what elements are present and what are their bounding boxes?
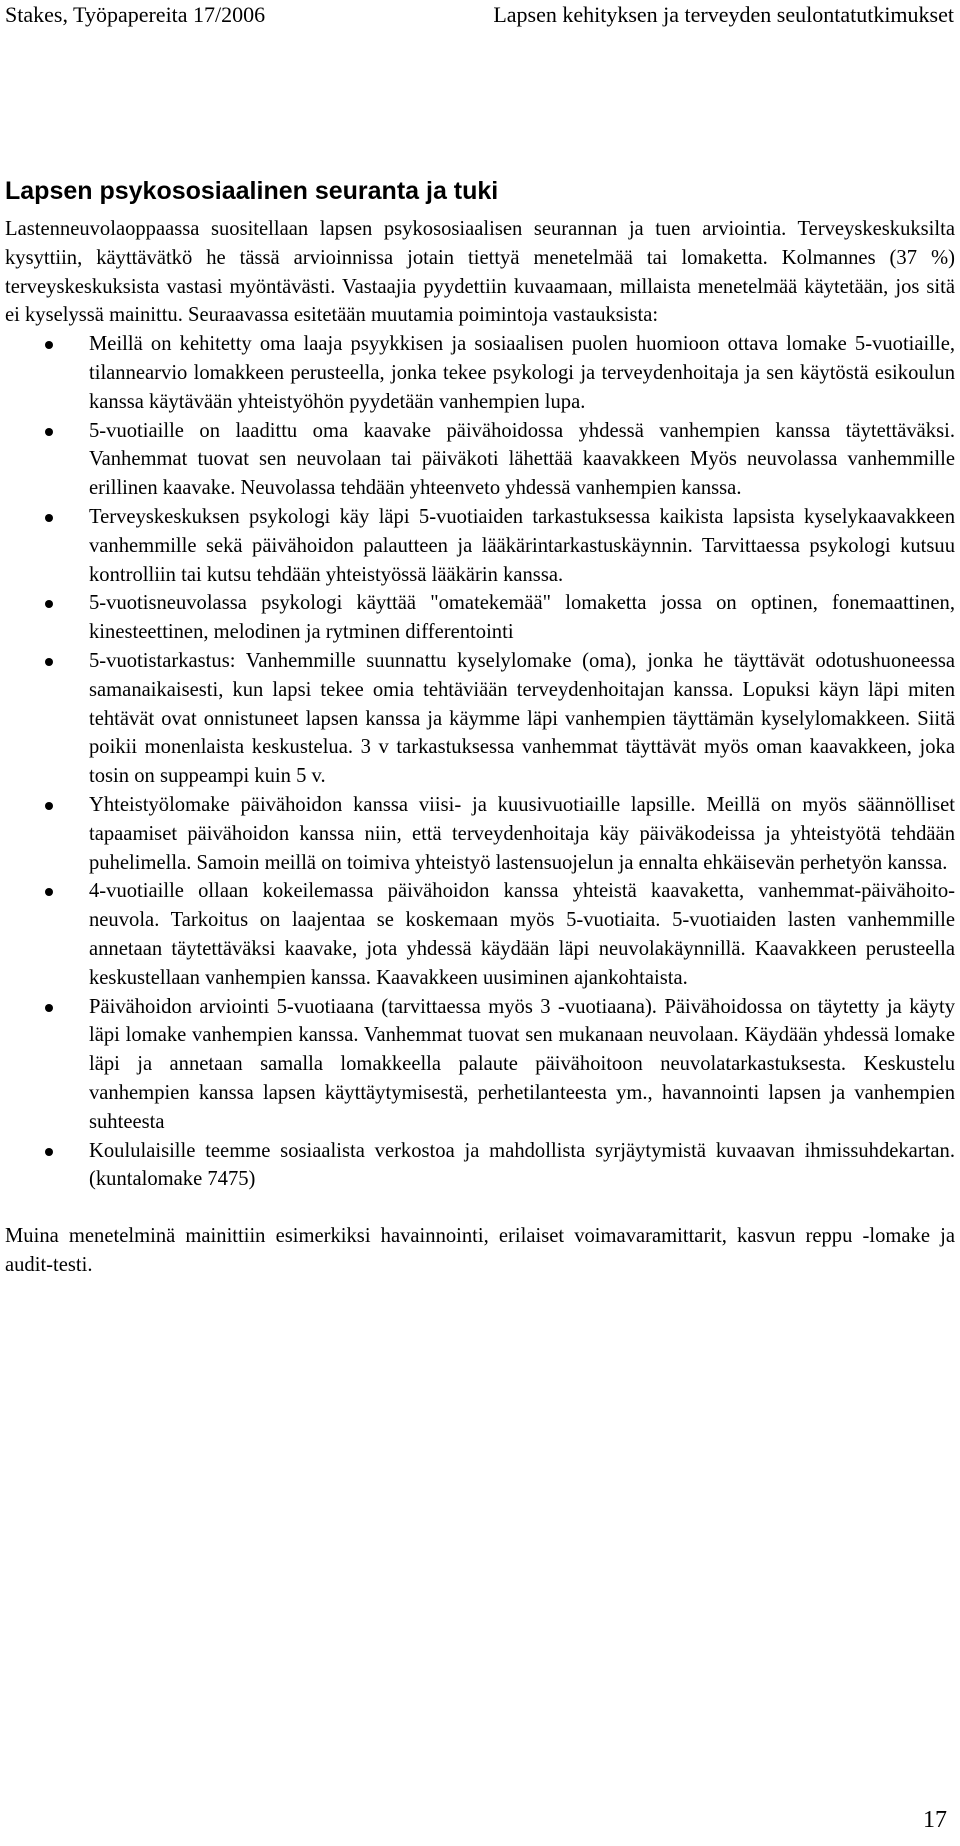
list-item-text: 4-vuotiaille ollaan kokeilemassa päivähoidon kanssa yhteistä kaavaketta, vanhemmat-päivähoito-neuvola. Tarkoitus on laajentaa se koskemaan myös 5-vuotiaita. 5-vuotiaiden lasten vanhemmille annetaan täytettäväksi kaavake, jota yhdessä käydään läpi neuvolakäynnillä. Kaavakkeen perusteella keskustellaan vanhempien kanssa. Kaavakkeen uusiminen ajankohtaista. [89,880,955,989]
list-item-text: Yhteistyölomake päivähoidon kanssa viisi- ja kuusivuotiaille lapsille. Meillä on myös säännölliset tapaamiset päivähoidon kanssa niin, että terveydenhoitaja käy päiväkodeissa ja yhteistyötä tehdään puhelimella. Samoin meillä on toimiva yhteistyö lastensuojelun ja ennalta ehkäisevän perhetyön kanssa. [89,793,955,874]
bullet-icon [45,802,53,810]
header-right: Lapsen kehityksen ja terveyden seulontatutkimukset [493,2,954,27]
list-item [5,877,955,992]
bullet-icon [45,514,53,522]
list-item-text: Terveyskeskuksen psykologi käy läpi 5-vuotiaiden tarkastuksessa kaikista lapsista kyselykaavakkeen vanhemmille sekä päivähoidon palautteen ja lääkärintarkastuskäynnin. Tarvittaessa psykologi kutsuu kontrolliin tai kutsu tehdään yhteistyössä lääkärin kanssa. [89,505,955,586]
response-list [5,330,955,1194]
section-title: Lapsen psykososiaalinen seuranta ja tuki [5,177,499,205]
bullet-icon [45,658,53,666]
list-item [5,589,955,647]
bullet-icon [45,888,53,896]
list-item-text: 5-vuotisneuvolassa psykologi käyttää "omatekemää" lomaketta jossa on optinen, fonemaattinen, kinesteettinen, melodinen ja rytminen differentointi [89,592,955,644]
list-item-text: Meillä on kehitetty oma laaja psyykkisen ja sosiaalisen puolen huomioon ottava lomake 5-vuotiaille, tilannearvio lomakkeen perusteella, jonka tekee psykologi ja terveydenhoitaja ja sen käytöstä esikoulun kanssa käytävään yhteistyöhön pyydetään vanhempien lupa. [89,333,955,413]
list-item [5,647,955,791]
bullet-icon [45,1148,53,1156]
list-item-text: Päivähoidon arviointi 5-vuotiaana (tarvittaessa myös 3 -vuotiaana). Päivähoidossa on täytetty ja käyty läpi lomake vanhempien kanssa. Vanhemmat tuovat sen mukanaan neuvolaan. Käydään yhdessä lomake läpi ja annetaan samalla lomakkeella palaute päivähoitoon neuvolatarkastuksesta. Keskustelu vanhempien kanssa lapsen käyttäytymisestä, perhetilanteesta ym., havannointi lapsen ja vanhempien suhteesta [89,995,955,1133]
bullet-icon [45,428,53,436]
list-item [5,993,955,1137]
list-item-text: 5-vuotiaille on laadittu oma kaavake päivähoidossa yhdessä vanhempien kanssa täytettäväksi. Vanhemmat tuovat sen neuvolaan tai päiväkoti lähettää kaavakkeen Myös neuvolassa vanhemmille erillinen kaavake. Neuvolassa tehdään yhteenveto yhdessä vanhempien kanssa. [89,419,955,500]
list-item [5,791,955,877]
list-item [5,330,955,416]
page-number: 17 [923,1807,947,1833]
bullet-icon [45,1004,53,1012]
list-item [5,1137,955,1195]
running-header [5,2,954,28]
section-body [5,215,955,1280]
list-item [5,503,955,589]
intro-paragraph: Lastenneuvolaoppaassa suositellaan lapsen psykososiaalisen seurannan ja tuen arviointia. Terveyskeskuksilta kysyttiin, käyttävätkö he tässä arvioinnissa jotain tiettyä menetelmää tai lomaketta. Kolmannes (37 %) terveyskeskuksista vastasi myöntävästi. Vastaajia pyydettiin kuvaamaan, millaista menetelmää käytetään, jos sitä ei kyselyssä mainittu. Seuraavassa esitetään muutamia poimintoja vastauksista: [5,218,955,327]
list-item-text: Koululaisille teemme sosiaalista verkostoa ja mahdollista syrjäytymistä kuvaavan ihmissuhdekartan. (kuntalomake 7475) [89,1139,955,1191]
bullet-icon [45,600,53,608]
list-item [5,417,955,503]
header-left: Stakes, Työpapereita 17/2006 [5,2,266,27]
closing-paragraph: Muina menetelminä mainittiin esimerkiksi havainnointi, erilaiset voimavaramittarit, kasvun reppu -lomake ja audit-testi. [5,1225,955,1276]
bullet-icon [45,341,53,349]
list-item-text: 5-vuotistarkastus: Vanhemmille suunnattu kyselylomake (oma), jonka he täyttävät odotushuoneessa samanaikaisesti, kun lapsi tekee omia tehtäviään terveydenhoitajan kanssa. Lopuksi käyn läpi miten tehtävät ovat onnistuneet lapsen kanssa ja käymme läpi vanhempien täyttämän kyselylomakkeen. Siitä poikii monenlaista keskustelua. 3 v tarkastuksessa vanhemmat täyttävät myös oman kaavakkeen, joka tosin on suppeampi kuin 5 v. [89,649,955,788]
